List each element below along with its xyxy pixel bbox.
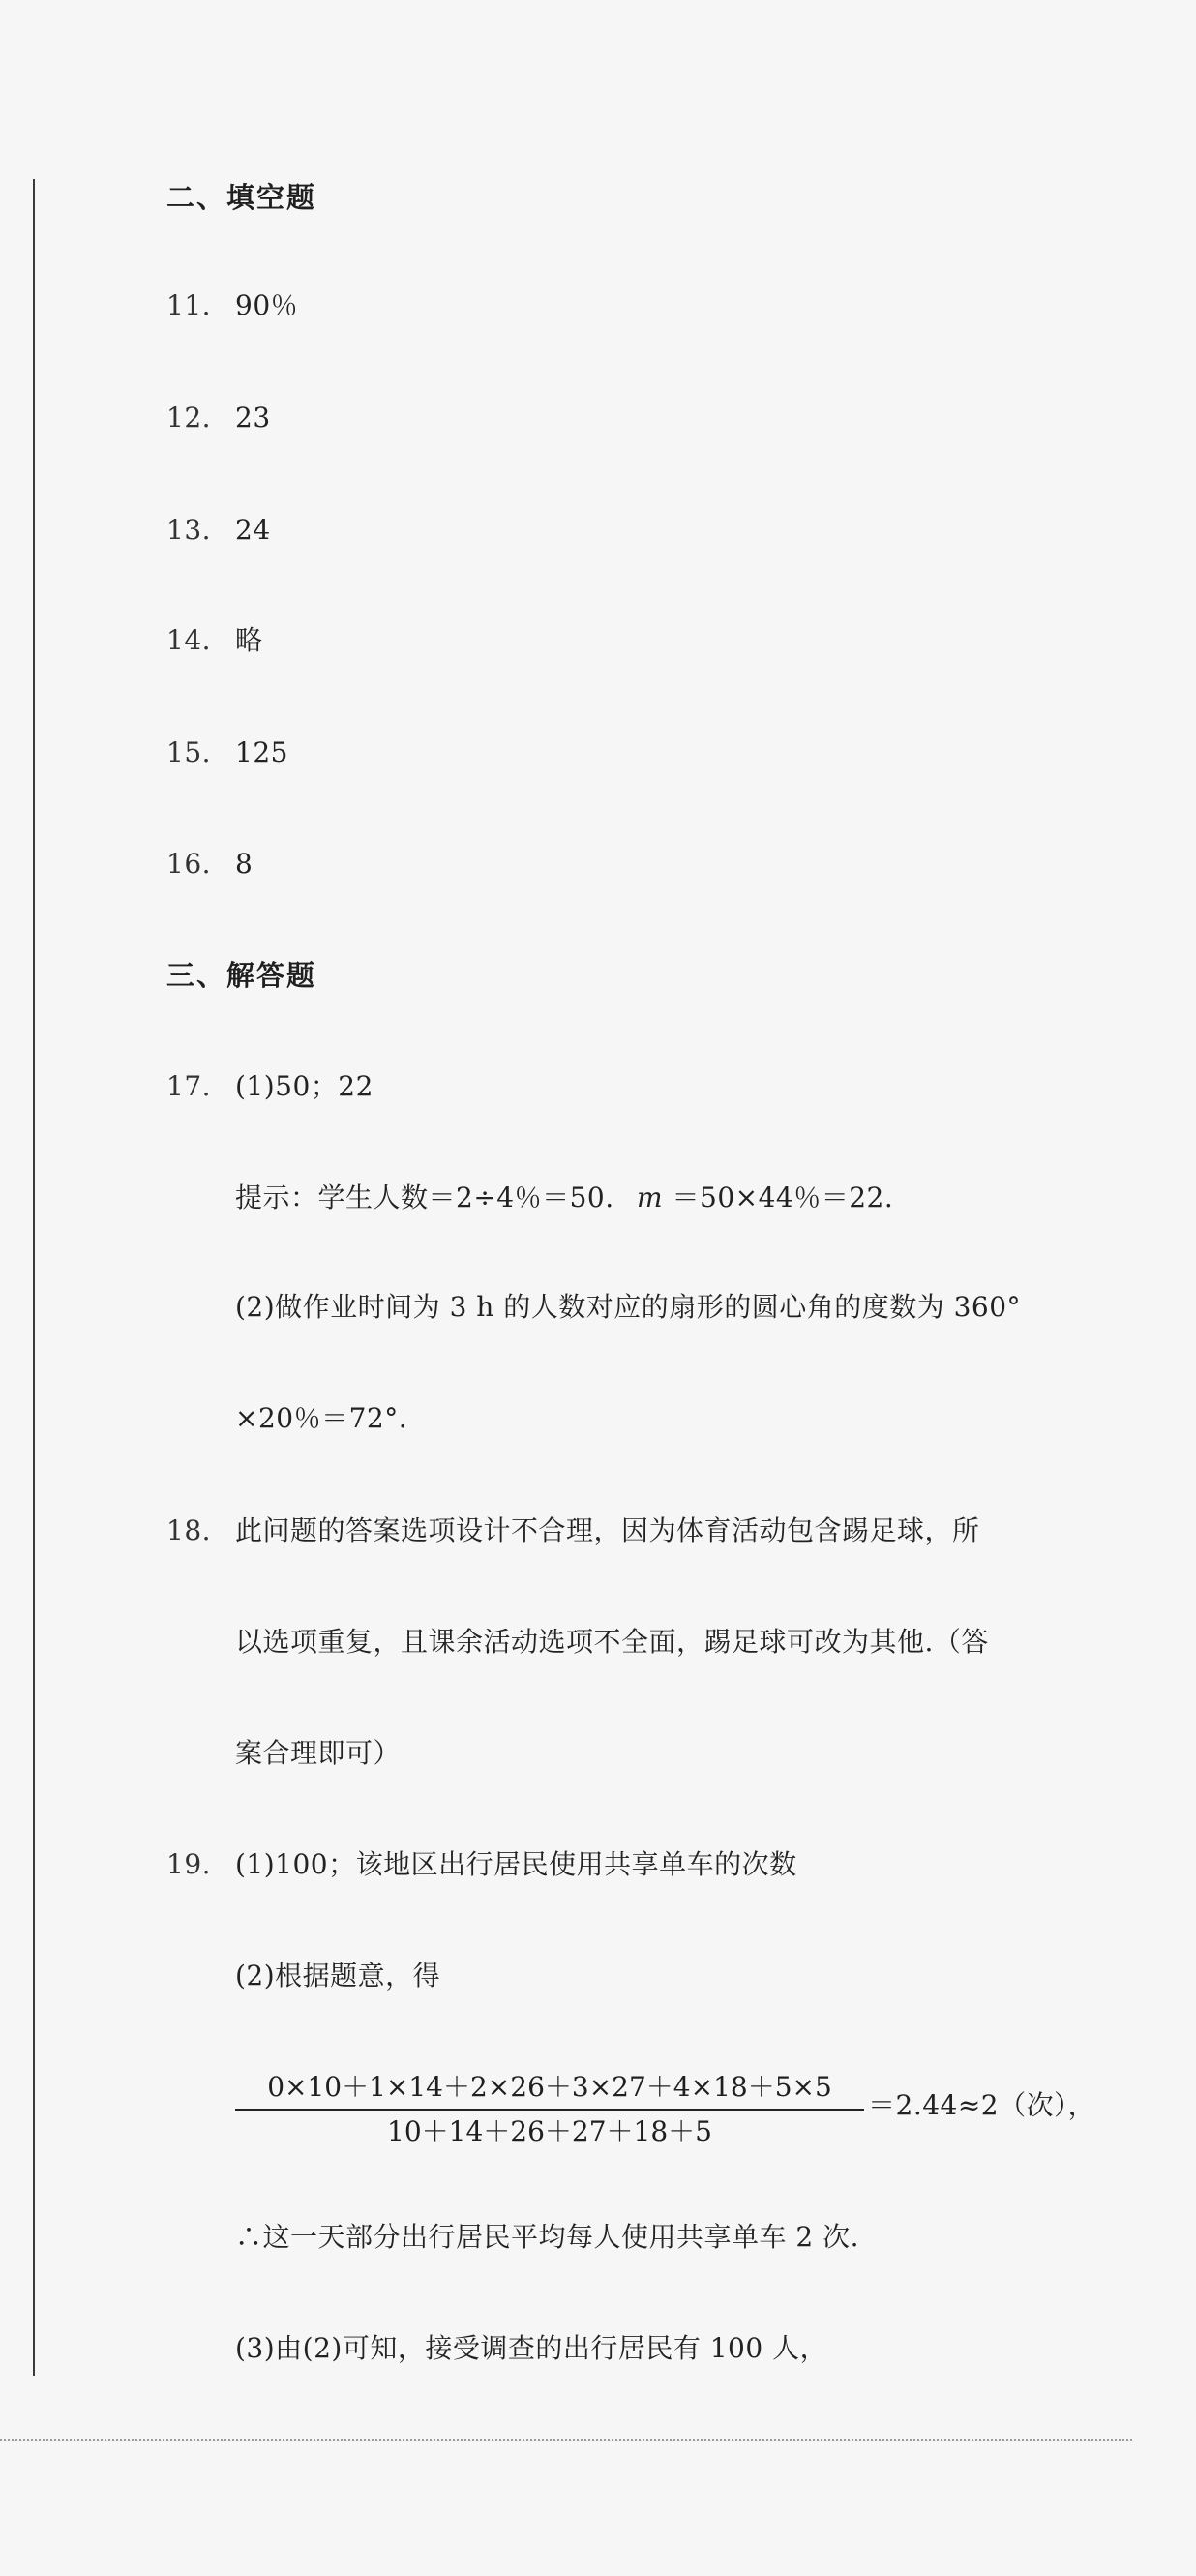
answer-11: 90％ [235,289,299,321]
q17-part1: (1)50；22 [235,1070,374,1102]
fraction-bar [235,2109,864,2111]
left-margin-rule [33,179,35,2376]
item-number-17: 17. [166,1070,212,1102]
q17-hint-variable: m [637,1182,664,1213]
fraction-denominator: 10＋14＋26＋27＋18＋5 [387,2115,712,2147]
q17-part2-line1: (2)做作业时间为 3 h 的人数对应的扇形的圆心角的度数为 360° [235,1291,1022,1323]
item-number-15: 15. [166,736,212,768]
answer-15: 125 [235,736,288,768]
item-number-12: 12. [166,402,212,434]
answer-14: 略 [235,624,263,656]
q18-line3: 案合理即可） [235,1737,402,1769]
answer-13: 24 [235,514,271,546]
item-number-19: 19. [166,1848,212,1880]
q18-line1: 此问题的答案选项设计不合理，因为体育活动包含踢足球，所 [235,1514,980,1546]
section-title-solve: 三、解答题 [166,959,317,992]
item-number-11: 11. [166,289,212,321]
q19-part3: (3)由(2)可知，接受调查的出行居民有 100 人， [235,2332,828,2364]
item-number-14: 14. [166,624,212,656]
section-title-fill-blank: 二、填空题 [166,181,317,214]
q17-part2-line2: ×20％＝72°. [235,1402,408,1434]
q19-part2: (2)根据题意，得 [235,1960,441,1992]
item-number-18: 18. [166,1514,212,1546]
q19-part1: (1)100；该地区出行居民使用共享单车的次数 [235,1848,797,1880]
q17-hint-formula: ＝50×44％＝22. [672,1182,894,1213]
q19-fraction-result: ＝2.44≈2（次）， [868,2089,1096,2121]
fraction-numerator: 0×10＋1×14＋2×26＋3×27＋4×18＋5×5 [267,2071,832,2103]
page-bottom-dotted-divider [0,2439,1132,2441]
answer-12: 23 [235,402,271,434]
q19-conclusion: ∴这一天部分出行居民平均每人使用共享单车 2 次. [235,2221,860,2253]
answer-16: 8 [235,848,254,880]
item-number-16: 16. [166,848,212,880]
q18-line2: 以选项重复，且课余活动选项不全面，踢足球可改为其他.（答 [235,1626,989,1658]
q17-hint-text: 提示：学生人数＝2÷4％＝50. [235,1182,614,1213]
q19-fraction [235,2071,864,2151]
item-number-13: 13. [166,514,212,546]
q17-hint [235,1184,893,1212]
